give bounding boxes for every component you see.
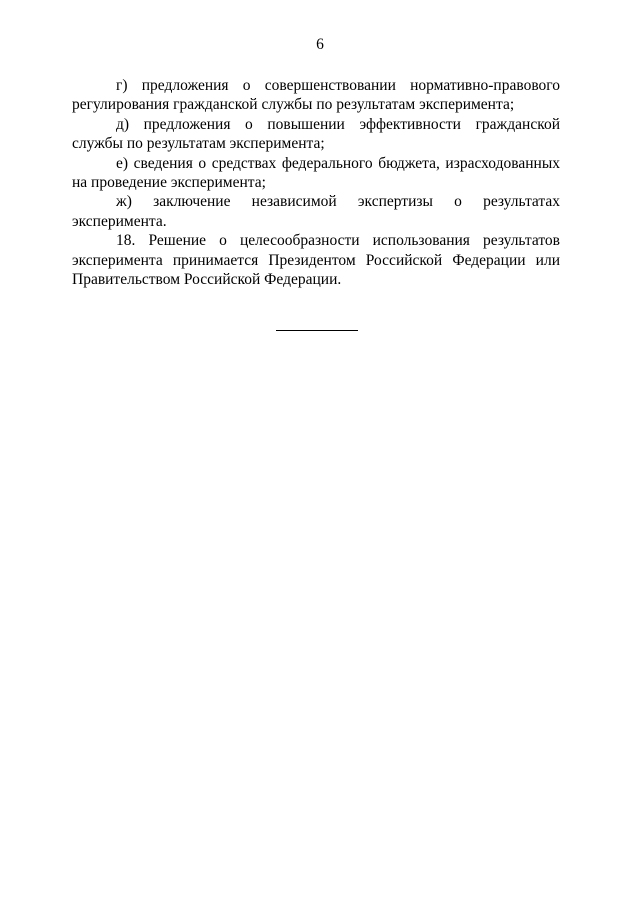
paragraph-zh-expert-conclusion: ж) заключение независимой экспертизы о результатах эксперимента. bbox=[72, 193, 560, 230]
paragraph-e-budget-funds: е) сведения о средствах федерального бюджета, израсходованных на проведение эксперимента; bbox=[72, 154, 560, 192]
document-body bbox=[72, 76, 560, 289]
paragraph-18-decision: 18. Решение о целесообразности использования результатов эксперимента принимается Президентом Российской Федерации или Правительством Российской Федерации. bbox=[72, 232, 560, 289]
paragraph-d-proposals-efficiency: д) предложения о повышении эффективности гражданской службы по результатам эксперимента; bbox=[72, 115, 560, 153]
paragraph-g-proposals-regulation: г) предложения о совершенствовании нормативно-правового регулирования гражданской службы по результатам эксперимента; bbox=[72, 77, 560, 114]
page-number: 6 bbox=[316, 36, 324, 53]
closing-divider bbox=[276, 330, 358, 331]
